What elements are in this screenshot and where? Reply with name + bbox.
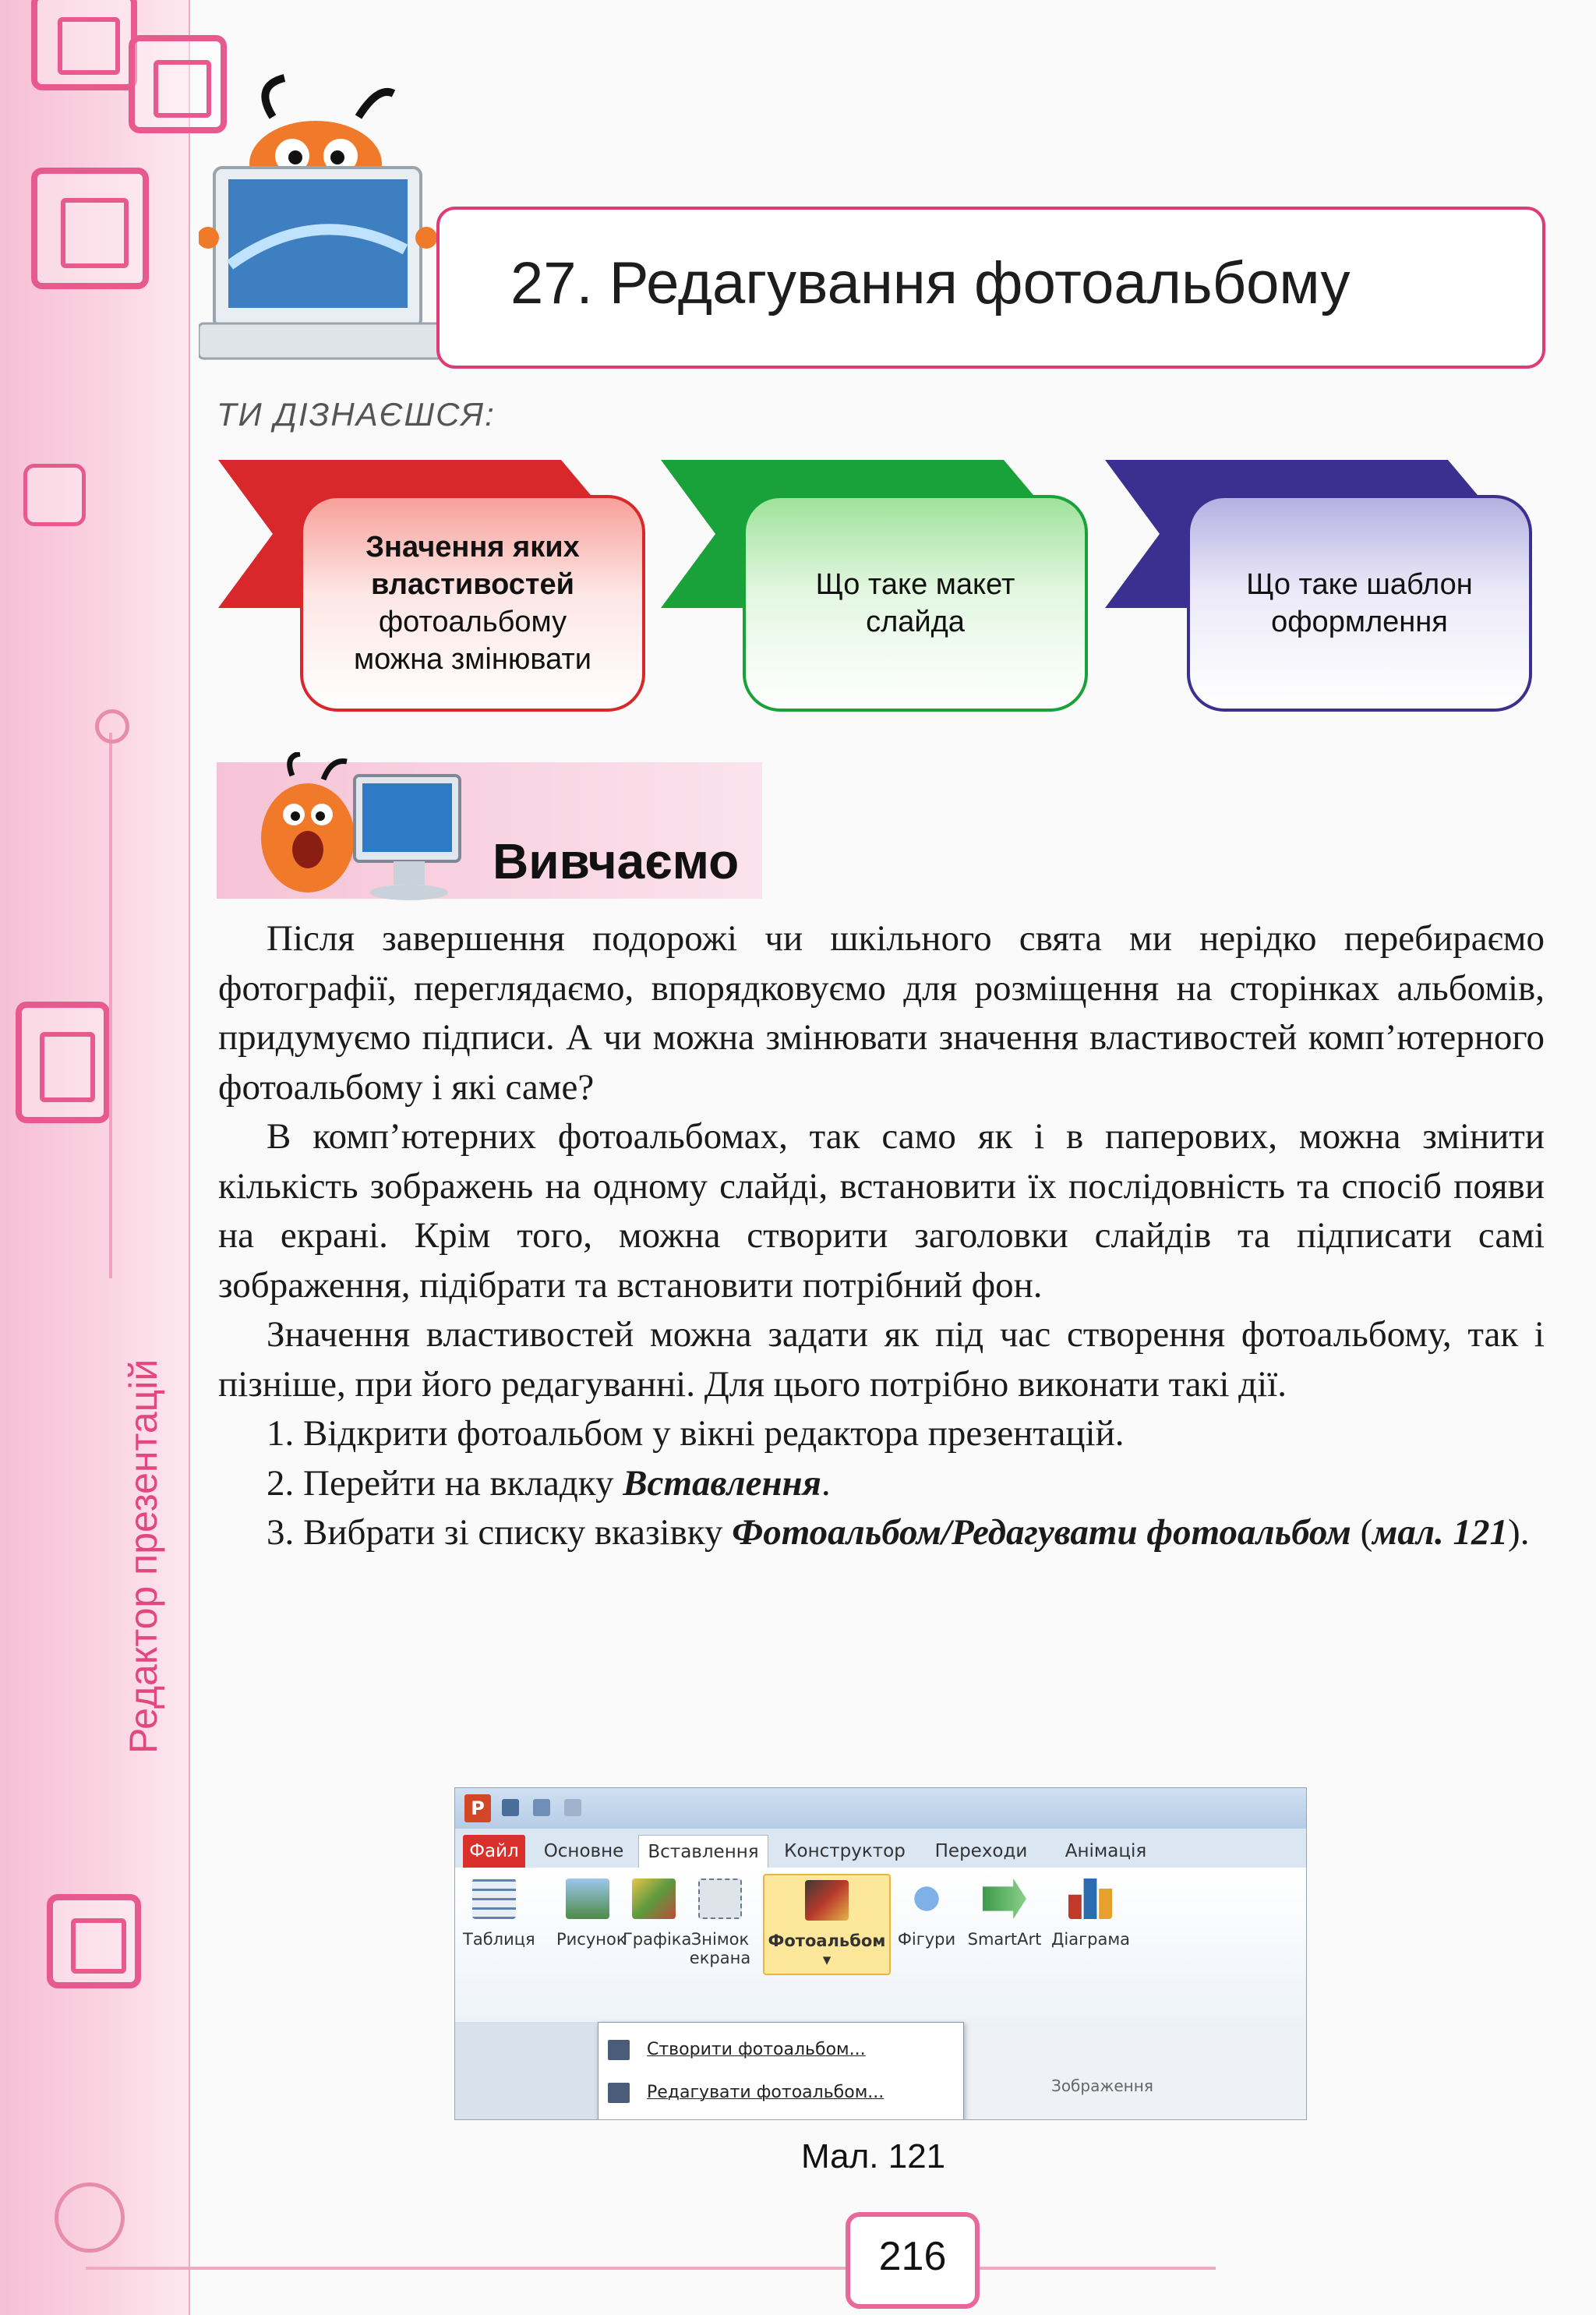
tab-insert[interactable]: Вставлення bbox=[638, 1835, 768, 1868]
topic-card-body bbox=[1187, 495, 1532, 712]
button-label: Таблиця bbox=[463, 1930, 535, 1949]
paragraph: Значення властивостей можна задати як під час створення фотоальбому, так і пізніше, при його редагуванні. Для цього потрібно виконати такі дії. bbox=[218, 1314, 1545, 1405]
tab-transitions[interactable]: Переходи bbox=[934, 1841, 1028, 1861]
ribbon-tabs bbox=[455, 1829, 1306, 1868]
quick-access-toolbar bbox=[455, 1788, 1306, 1829]
create-album-icon bbox=[608, 2040, 630, 2060]
topic-card-properties bbox=[218, 460, 655, 717]
decorative-square bbox=[47, 1894, 141, 1988]
decorative-line bbox=[109, 733, 112, 1278]
decorative-circle bbox=[55, 2182, 125, 2253]
topic-text-line: Що таке шаблон bbox=[1246, 568, 1473, 601]
tab-design[interactable]: Конструктор bbox=[784, 1841, 906, 1861]
clipart-button[interactable] bbox=[623, 1879, 692, 1949]
step-text: ). bbox=[1508, 1512, 1530, 1553]
menu-item-edit-album[interactable] bbox=[608, 2073, 884, 2112]
group-label-images: Зображення bbox=[1051, 2076, 1153, 2095]
button-label: Знімок bbox=[690, 1930, 750, 1949]
undo-icon[interactable] bbox=[533, 1799, 550, 1816]
chart-button[interactable] bbox=[1051, 1879, 1129, 1949]
screenshot-icon bbox=[698, 1879, 742, 1919]
topic-text-line: слайда bbox=[866, 606, 965, 638]
topic-text-line: властивостей bbox=[370, 568, 575, 601]
mascot-computer-illustration bbox=[199, 70, 464, 374]
figure-caption: Мал. 121 bbox=[801, 2137, 946, 2175]
step-text: 2. Перейти на вкладку bbox=[267, 1462, 623, 1504]
menu-item-create-album[interactable] bbox=[608, 2030, 866, 2069]
clipart-icon bbox=[632, 1879, 676, 1919]
slide-thumbnail-pane bbox=[455, 2022, 598, 2119]
paragraph: Після завершення подорожі чи шкільного свята ми нерідко перебираємо фотографії, переглядаємо, впорядковуємо для розміщення на сторінках альбомів, придумуємо підписи. А чи можна змінювати значення властивостей комп’ютерного фотоальбому і які саме? bbox=[218, 918, 1545, 1108]
photo-album-button[interactable] bbox=[763, 1874, 891, 1975]
tab-home[interactable]: Основне bbox=[543, 1841, 624, 1861]
topic-card-design-template bbox=[1105, 460, 1541, 717]
chapter-title: 27. Редагування фотоальбому bbox=[510, 250, 1351, 316]
button-label: екрана bbox=[689, 1949, 751, 1967]
step-emphasis: Фотоальбом/Редагувати фотоальбом bbox=[732, 1512, 1351, 1553]
redo-icon[interactable] bbox=[564, 1799, 581, 1816]
decorative-square bbox=[31, 168, 149, 289]
picture-icon bbox=[566, 1879, 609, 1919]
topic-text-line: Що таке макет bbox=[815, 568, 1015, 601]
button-label: Діаграма bbox=[1051, 1930, 1131, 1949]
step-text: 3. Вибрати зі списку вказівку bbox=[267, 1512, 733, 1553]
powerpoint-app-icon[interactable]: P bbox=[464, 1794, 491, 1822]
photo-album-dropdown-menu bbox=[598, 2022, 964, 2120]
ribbon-screenshot-figure bbox=[454, 1787, 1307, 2120]
menu-item-label: Редагувати фотоальбом... bbox=[647, 2083, 885, 2102]
decorative-square bbox=[16, 1002, 110, 1123]
topic-text-line: можна змінювати bbox=[353, 643, 592, 676]
save-icon[interactable] bbox=[502, 1799, 519, 1816]
button-label: Фотоальбом bbox=[768, 1932, 886, 1950]
decorative-circle bbox=[95, 709, 129, 744]
tab-animations[interactable]: Анімація bbox=[1065, 1841, 1147, 1861]
body-text bbox=[218, 914, 1545, 1558]
topic-card-body bbox=[300, 495, 645, 712]
button-label: SmartArt bbox=[967, 1930, 1042, 1949]
learn-label: ТИ ДІЗНАЄШСЯ: bbox=[217, 396, 496, 433]
button-label: Фігури bbox=[897, 1930, 956, 1949]
chevron-down-icon: ▾ bbox=[822, 1950, 832, 1969]
table-icon bbox=[472, 1879, 516, 1919]
section-title: Вивчаємо bbox=[493, 833, 740, 889]
tab-file[interactable]: Файл bbox=[463, 1835, 525, 1868]
footer-line bbox=[86, 2267, 1216, 2270]
table-button[interactable] bbox=[463, 1879, 535, 1949]
step-emphasis: Вставлення bbox=[623, 1462, 821, 1504]
smartart-icon bbox=[983, 1879, 1026, 1919]
smartart-button[interactable] bbox=[966, 1879, 1043, 1949]
topic-text-line: оформлення bbox=[1271, 606, 1448, 638]
button-label: Рисунок bbox=[556, 1930, 627, 1949]
topic-text-line: Значення яких bbox=[365, 531, 580, 564]
instruction-step bbox=[218, 1508, 1545, 1558]
decorative-square bbox=[31, 0, 137, 90]
shapes-button[interactable] bbox=[895, 1879, 958, 1949]
step-text: ( bbox=[1351, 1512, 1373, 1553]
decorative-square bbox=[23, 464, 86, 526]
mascot-monitor-illustration bbox=[238, 752, 468, 908]
topic-card-body bbox=[743, 495, 1088, 712]
photo-album-icon bbox=[805, 1880, 849, 1921]
instruction-step bbox=[218, 1459, 1545, 1509]
topic-card-slide-layout bbox=[661, 460, 1097, 717]
side-section-label: Редактор презентацій bbox=[122, 1359, 165, 1754]
button-label: Графіка bbox=[623, 1930, 692, 1949]
chart-icon bbox=[1068, 1879, 1112, 1919]
picture-button[interactable] bbox=[556, 1879, 627, 1949]
edit-album-icon bbox=[608, 2083, 630, 2103]
page-number: 216 bbox=[878, 2234, 947, 2279]
menu-item-label: Створити фотоальбом... bbox=[647, 2040, 866, 2059]
step-text: . bbox=[821, 1462, 831, 1504]
shapes-icon bbox=[905, 1879, 948, 1919]
figure-reference: мал. 121 bbox=[1372, 1512, 1509, 1553]
screenshot-button[interactable] bbox=[689, 1879, 751, 1967]
decorative-side-strip bbox=[0, 0, 190, 2315]
topic-text-line: фотоальбому bbox=[378, 606, 567, 638]
paragraph: В комп’ютерних фотоальбомах, так само як і в паперових, можна змінити кількість зображень на одному слайді, встановити їх послідовність та спосіб появи на екрані. Крім того, можна створити заголовки слайдів та підписати самі зображення, підібрати та встановити потрібний фон. bbox=[218, 1116, 1545, 1306]
instruction-step: 1. Відкрити фотоальбом у вікні редактора презентацій. bbox=[267, 1413, 1125, 1454]
